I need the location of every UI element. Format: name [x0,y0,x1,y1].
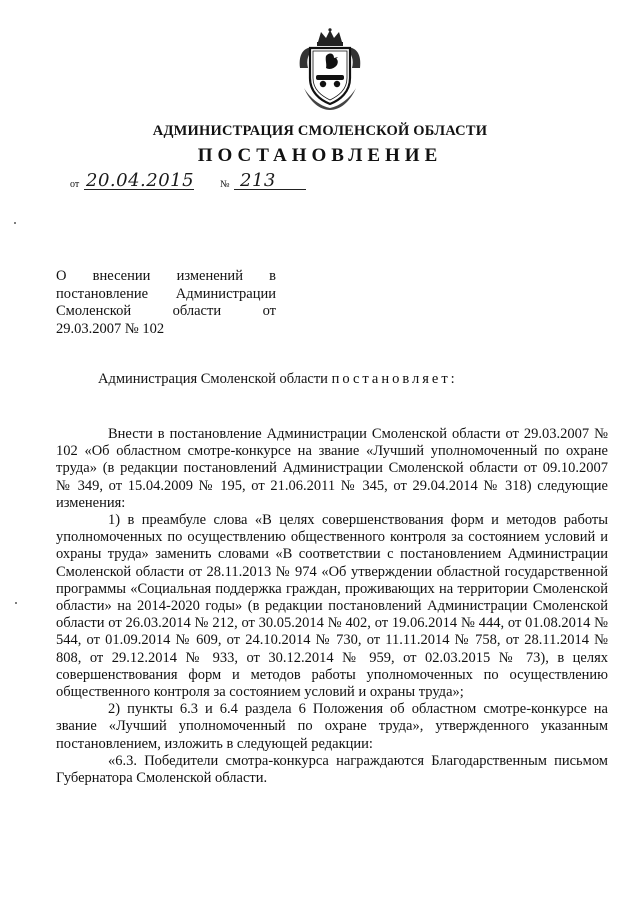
number-label: № [220,179,230,190]
body-paragraph: 2) пункты 6.3 и 6.4 раздела 6 Положения об областном смотре-конкурсе на звание «Лучший уполномоченный по охране труда», утвержденного указанным постановлением, изложить в следующей редакции: [56,701,608,752]
subject-line: постановление Администрации [56,285,276,302]
scan-speck [15,602,17,604]
preamble-lead: Администрация Смоленской области [98,371,332,387]
subject-line: 29.03.2007 № 102 [56,320,165,337]
subject-line: Смоленской области от [56,303,276,319]
scan-speck [14,222,16,224]
preamble-verb: постановляет: [331,371,458,387]
smolensk-coat-of-arms-emblem [296,28,364,110]
body-paragraph: Внести в постановление Администрации Смоленской области от 29.03.2007 № 102 «Об областном смотре-конкурсе на звание «Лучший уполномоченный по охране труда» (в редакции постановлений Администрации Смоленской области от 09.10.2007 № 349, от 15.04.2009 № 195, от 21.06.2011 № 345, от 29.04.2014 № 318) следующие изменения: [56,426,608,511]
document-subject [56,268,276,338]
handwritten-date: 20.04.2015 [86,170,195,191]
date-number-line [70,170,310,192]
preamble [98,371,458,388]
document-type-title: ПОСТАНОВЛЕНИЕ [197,145,443,166]
handwritten-number: 213 [240,170,276,191]
body-paragraph: «6.3. Победители смотра-конкурса награждаются Благодарственным письмом Губернатора Смоленской области. [56,752,608,787]
body-paragraph: 1) в преамбуле слова «В целях совершенствования форм и методов работы уполномоченных по осуществлению общественного контроля за состоянием условий и охраны труда» заменить словами «В соответствии с постановлением Администрации Смоленской области от 28.11.2013 № 974 «Об утверждении областной государственной программы «Социальная поддержка граждан, проживающих на территории Смоленской области» на 2014-2020 годы» (в редакции постановлений Администрации Смоленской области от 26.03.2014 № 212, от 30.05.2014 № 402, от 19.06.2014 № 444, от 01.08.2014 № 544, от 01.09.2014 № 609, от 24.10.2014 № 730, от 11.11.2014 № 758, от 28.11.2014 № 808, от 29.12.2014 № 933, от 30.12.2014 № 959, от 02.03.2015 № 73), в целях совершенствования форм и методов работы уполномоченных по осуществлению общественного контроля за состоянием условий и охраны труда»; [56,512,608,701]
date-label: от [70,179,80,190]
document-body [56,426,608,787]
organization-name: АДМИНИСТРАЦИЯ СМОЛЕНСКОЙ ОБЛАСТИ [152,123,488,139]
subject-line: О внесении изменений в [56,268,276,284]
